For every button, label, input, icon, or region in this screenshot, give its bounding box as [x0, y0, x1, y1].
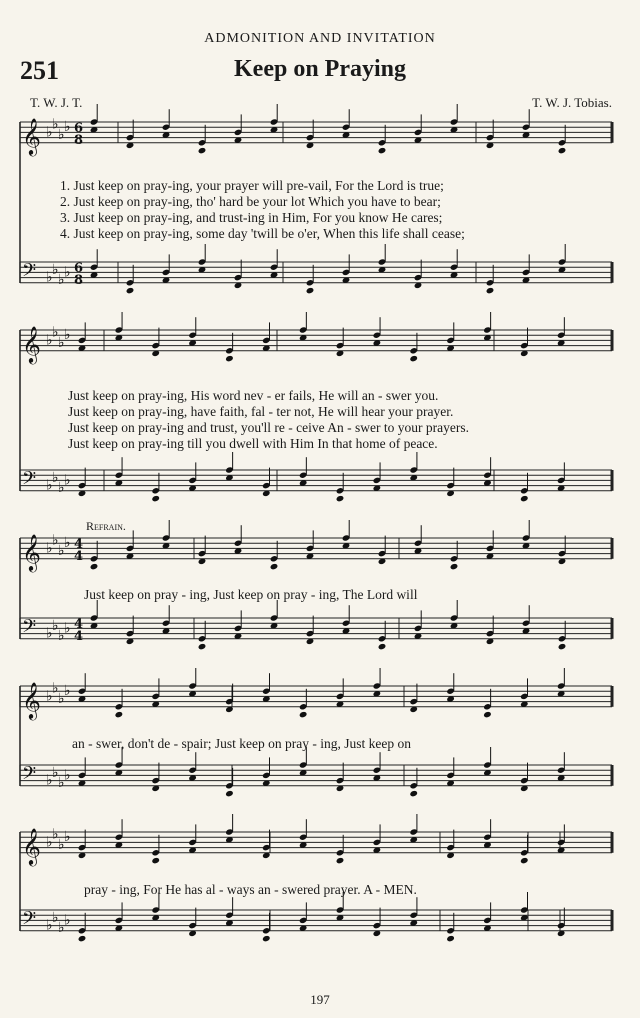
verse-2-line-2: Just keep on pray-ing, have faith, fal - ter not, He will hear your prayer. — [68, 404, 454, 419]
flat-icon: ♭ — [52, 532, 59, 549]
treble-clef-icon: 𝄞 — [22, 532, 41, 571]
verse-4-line-2: Just keep on pray-ing till you dwell with Him In that home of peace. — [68, 436, 438, 451]
flat-icon: ♭ — [64, 912, 71, 929]
flat-icon: ♭ — [64, 264, 71, 281]
note-head — [558, 147, 567, 154]
treble-clef-icon: 𝄞 — [22, 116, 41, 155]
verse-3-line-2: Just keep on pray-ing and trust, you'll re - ceive An - swer to your prayers. — [68, 420, 469, 435]
flat-icon: ♭ — [46, 625, 53, 642]
flat-icon: ♭ — [58, 691, 65, 707]
flat-icon: ♭ — [58, 127, 65, 143]
bass-clef-icon: 𝄢 — [22, 908, 37, 934]
flat-icon: ♭ — [46, 834, 53, 851]
flat-icon: ♭ — [46, 477, 53, 494]
flat-icon: ♭ — [52, 324, 59, 341]
time-signature: 4 — [74, 548, 84, 564]
note-head — [151, 857, 160, 864]
note-head — [198, 643, 207, 650]
verse-1-line-1: 1. Just keep on pray-ing, your prayer will pre-vail, For the Lord is true; — [60, 178, 444, 193]
verse-3-line-1: 3. Just keep on pray-ing, and trust-ing in Him, For you know He cares; — [60, 210, 443, 225]
flat-icon: ♭ — [46, 540, 53, 557]
bass-clef-icon: 𝄢 — [22, 260, 37, 286]
note-head — [198, 147, 207, 154]
flat-icon: ♭ — [58, 837, 65, 853]
flat-icon: ♭ — [52, 680, 59, 697]
time-signature: 4 — [74, 536, 84, 552]
note-head — [151, 495, 160, 502]
page-number: 197 — [310, 992, 330, 1007]
flat-icon: ♭ — [46, 124, 53, 141]
time-signature: 4 — [74, 616, 84, 632]
flat-icon: ♭ — [52, 116, 59, 133]
flat-icon: ♭ — [52, 469, 59, 486]
flat-icon: ♭ — [58, 628, 65, 645]
time-signature: 6 — [74, 260, 84, 276]
refrain-line-2: an - swer, don't de - spair; Just keep on pray - ing, Just keep on — [72, 736, 411, 751]
verse-4-line-1: 4. Just keep on pray-ing, some day 'twill be o'er, When this life shall cease; — [60, 226, 465, 241]
flat-icon: ♭ — [64, 535, 71, 552]
refrain-line-1: Just keep on pray - ing, Just keep on pray - ing, The Lord will — [84, 587, 418, 602]
refrain-line-3: pray - ing, For He has al - ways an - swered prayer. A - MEN. — [84, 882, 417, 897]
note-head — [378, 147, 387, 154]
verse-2-line-1: 2. Just keep on pray-ing, tho' hard be your lot Which you have to bear; — [60, 194, 441, 209]
flat-icon: ♭ — [64, 683, 71, 700]
flat-icon: ♭ — [52, 826, 59, 843]
flat-icon: ♭ — [58, 543, 65, 559]
note-head — [225, 790, 234, 797]
bass-clef-icon: 𝄢 — [22, 763, 37, 789]
bass-clef-icon: 𝄢 — [22, 468, 37, 494]
note-head — [558, 643, 567, 650]
note-head — [446, 935, 455, 942]
note-head — [270, 563, 279, 570]
flat-icon: ♭ — [52, 617, 59, 634]
note-head — [225, 355, 234, 362]
note-head — [299, 711, 308, 718]
bass-clef-icon: 𝄢 — [22, 616, 37, 642]
hymn-number: 251 — [20, 56, 59, 85]
note-head — [115, 711, 124, 718]
flat-icon: ♭ — [64, 620, 71, 637]
words-attribution: T. W. J. T. — [30, 95, 83, 110]
flat-icon: ♭ — [58, 480, 65, 497]
treble-clef-icon: 𝄞 — [22, 324, 41, 363]
section-title: ADMONITION AND INVITATION — [204, 31, 436, 46]
verse-1-line-2: Just keep on pray-ing, His word nev - er fails, He will an - swer you. — [68, 388, 439, 403]
note-head — [78, 935, 87, 942]
note-head — [520, 495, 529, 502]
flat-icon: ♭ — [64, 327, 71, 344]
note-head — [486, 287, 495, 294]
note-head — [90, 563, 99, 570]
time-signature: 8 — [74, 272, 84, 288]
note-head — [306, 287, 315, 294]
time-signature: 4 — [74, 628, 84, 644]
treble-clef-icon: 𝄞 — [22, 826, 41, 865]
time-signature: 6 — [74, 120, 84, 136]
note-head — [126, 287, 135, 294]
note-head — [409, 790, 418, 797]
flat-icon: ♭ — [52, 261, 59, 278]
music-attribution: T. W. J. Tobias. — [532, 95, 612, 110]
flat-icon: ♭ — [58, 272, 65, 289]
flat-icon: ♭ — [52, 909, 59, 926]
time-signature: 8 — [74, 132, 84, 148]
flat-icon: ♭ — [46, 269, 53, 286]
flat-icon: ♭ — [46, 772, 53, 789]
flat-icon: ♭ — [64, 472, 71, 489]
note-head — [450, 563, 459, 570]
flat-icon: ♭ — [46, 917, 53, 934]
flat-icon: ♭ — [58, 775, 65, 792]
flat-icon: ♭ — [58, 335, 65, 351]
note-head — [336, 495, 345, 502]
flat-icon: ♭ — [58, 920, 65, 937]
note-head — [336, 857, 345, 864]
flat-icon: ♭ — [64, 829, 71, 846]
note-head — [520, 857, 529, 864]
flat-icon: ♭ — [64, 119, 71, 136]
note-head — [409, 355, 418, 362]
flat-icon: ♭ — [46, 332, 53, 349]
note-head — [262, 935, 271, 942]
flat-icon: ♭ — [64, 767, 71, 784]
flat-icon: ♭ — [46, 688, 53, 705]
note-head — [483, 711, 492, 718]
refrain-label: Refrain. — [86, 519, 126, 533]
hymn-title: Keep on Praying — [234, 56, 406, 82]
note-head — [378, 643, 387, 650]
treble-clef-icon: 𝄞 — [22, 680, 41, 719]
flat-icon: ♭ — [52, 764, 59, 781]
